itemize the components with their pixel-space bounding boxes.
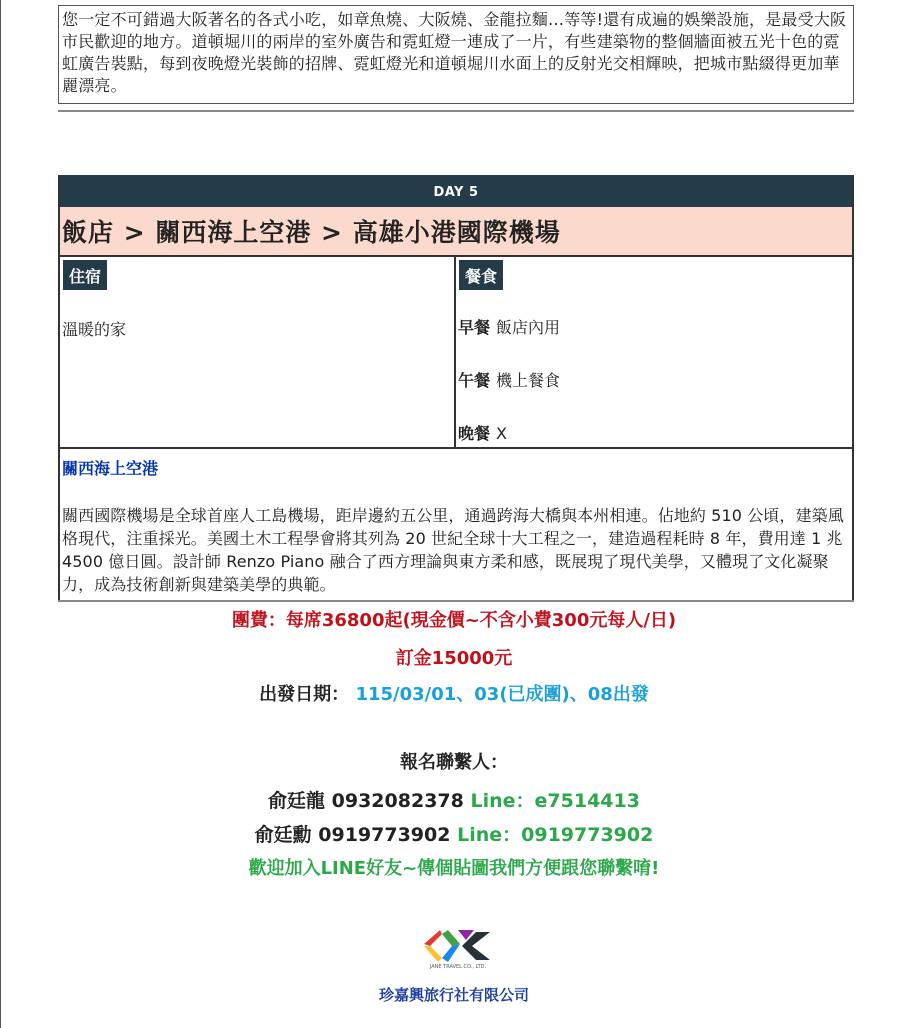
contact-name-phone: 俞廷龍 0932082378 <box>268 790 464 812</box>
divider <box>58 110 854 112</box>
meal-breakfast <box>458 315 560 338</box>
contact-name-phone: 俞廷勳 0919773902 <box>254 824 451 846</box>
deposit: 訂金15000元 <box>395 648 513 669</box>
contact-person <box>0 820 908 847</box>
divider <box>58 600 854 602</box>
date-value: 115/03/01、03(已成團)、08出發 <box>355 684 649 705</box>
contact-person <box>0 786 908 813</box>
meal-value: 飯店內用 <box>496 318 561 337</box>
meals-tag: 餐食 <box>459 260 503 290</box>
meal-name: 晚餐 <box>458 424 491 443</box>
route-title: 飯店 > 關西海上空港 > 高雄小港國際機場 <box>60 207 852 257</box>
meal-name: 早餐 <box>458 318 491 337</box>
company-logo-icon <box>418 926 498 970</box>
departure-dates <box>0 680 908 706</box>
lodging-meals-row <box>60 257 852 449</box>
date-label: 出發日期： <box>259 684 350 705</box>
tour-price: 團費：每席36800起(現金價~不含小費300元每人/日) <box>231 610 677 631</box>
lodging-value: 溫暖的家 <box>62 320 127 339</box>
logo-caption: JANE TRAVEL CO., LTD. <box>429 964 487 970</box>
contact-line-id: Line：0919773902 <box>457 824 654 846</box>
spot-text: 關西國際機場是全球首座人工島機場，距岸邊約五公里，通過跨海大橋與本州相連。佔地約 510 公頃，建築風格現代，注重採光。美國土木工程學會將其列為 20 世紀全球十大工程之一，建造過程耗時 8 年，費用達 1 兆 4500 億日圓。設計師 Renzo Piano 融合了西方理論與東方柔和感，既展現了現代美學，又體現了文化凝聚力，成為技術創新與建築美學的典範。 <box>62 506 844 594</box>
lodging-tag: 住宿 <box>63 260 107 290</box>
intro-paragraph: 您一定不可錯過大阪著名的各式小吃，如章魚燒、大阪燒、金龍拉麵…等等!還有成遍的娛樂設施，是最受大阪市民歡迎的地方。道頓堀川的兩岸的室外廣告和霓虹燈一連成了一片，有些建築物的整個牆面被五光十色的霓虹廣告裝點，每到夜晚燈光裝飾的招牌、霓虹燈光和道頓堀川水面上的反射光交相輝映，把城市點綴得更加華麗漂亮。 <box>58 5 854 104</box>
meals-cell <box>456 257 852 447</box>
spot-description <box>60 449 852 600</box>
lodging-cell <box>60 257 456 447</box>
line-invite: 歡迎加入LINE好友~傳個貼圖我們方便跟您聯繫唷! <box>248 858 660 879</box>
company-name: 珍嘉興旅行社有限公司 <box>378 986 529 1004</box>
day-itinerary-table <box>58 175 854 602</box>
day-label: DAY 5 <box>60 175 852 207</box>
meal-value: 機上餐食 <box>496 371 561 390</box>
contact-heading: 報名聯繫人： <box>400 752 508 773</box>
contact-line-id: Line：e7514413 <box>470 790 640 812</box>
meal-name: 午餐 <box>458 371 491 390</box>
meal-dinner <box>458 421 507 444</box>
meal-lunch <box>458 368 560 391</box>
meal-value: X <box>496 424 507 443</box>
spot-title: 關西海上空港 <box>62 459 159 478</box>
